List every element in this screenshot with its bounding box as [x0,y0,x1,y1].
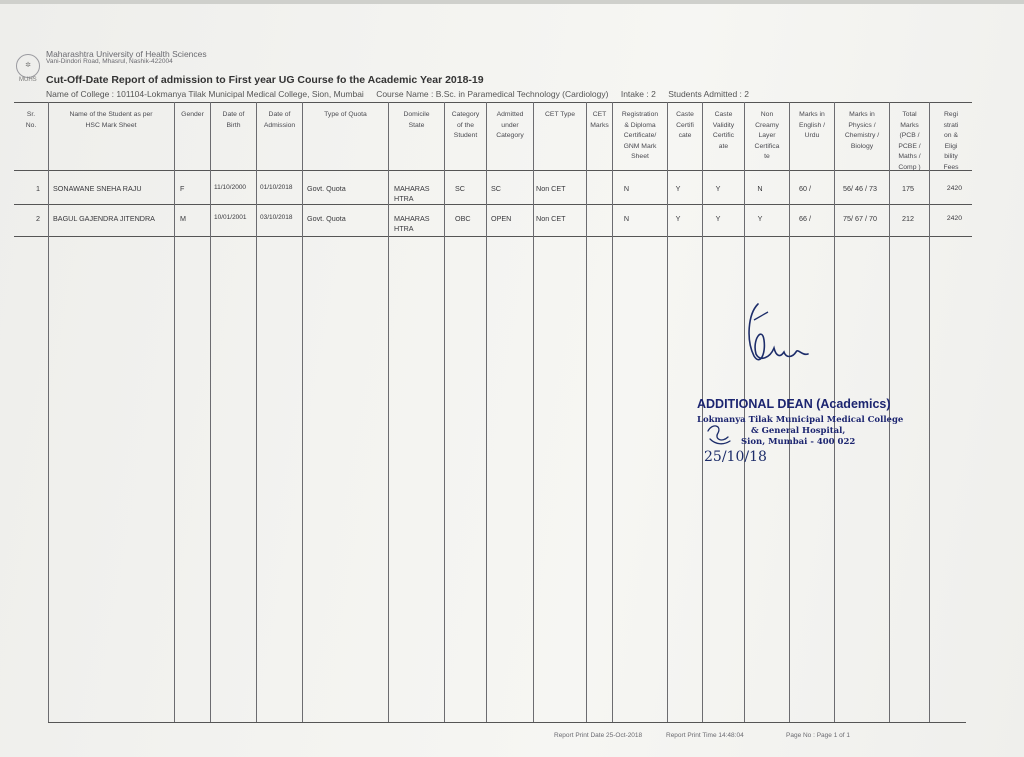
column-line [48,102,49,722]
col-header-category: Category of the Student [451,111,480,139]
col-header-non-creamy: Non Creamy Layer Certifica te [754,111,780,160]
university-logo-icon: ✲ [16,54,40,78]
column-line [388,102,389,722]
col-header-cet-type: CET Type [545,111,575,118]
print-time: Report Print Time 14:48:04 [666,732,744,739]
row-fees: 2420 [946,185,962,192]
col-header-domicile: Domicile State [403,111,430,129]
row-student-name: BAGUL GAJENDRA JITENDRA [53,214,155,223]
col-header-fees: Regi strati on & Eligi bility Fees [943,111,959,171]
row-doa: 03/10/2018 [260,214,293,221]
handwritten-date-icon [702,421,774,467]
col-header-caste-certificate: Caste Certifi cate [676,111,694,139]
row-admitted-under: SC [491,184,501,193]
col-header-total-marks: Total Marks (PCB / PCBE / Maths / Comp ) [898,111,921,171]
report-subheader [46,89,759,99]
column-line [667,102,668,722]
row-cet-type: Non CET [536,184,566,193]
col-header-student-name: Name of the Student as per HSC Mark Sheet [69,111,153,129]
row-student-name: SONAWANE SNEHA RAJU [53,184,142,193]
column-line [174,102,175,722]
stamp-college: Lokmanya Tilak Municipal Medical College [697,415,904,425]
col-header-registration: Registration & Diploma Certificate/ GNM Mark Sheet [621,111,659,160]
col-header-english-marks: Marks in English / Urdu [798,111,826,139]
signature-icon [740,300,820,370]
row-domicile: MAHARAS HTRA [394,184,430,203]
col-header-date-of-birth: Date of Birth [222,111,245,129]
row-gender: M [180,214,186,223]
column-line [702,102,703,722]
column-line [533,102,534,722]
table-top-border [14,102,972,103]
row-gender: F [180,184,185,193]
row-english-marks: 60 / [799,184,811,193]
stamp-address: Sion, Mumbai - 400 022 [741,437,856,447]
row-doa: 01/10/2018 [260,184,293,191]
row-category: SC [455,184,465,193]
university-address: Vani-Dindori Road, Mhasrul, Nashik-422004 [46,58,173,65]
row-total-marks: 212 [902,214,914,223]
stamp-title: ADDITIONAL DEAN (Academics) [697,397,891,411]
column-line [210,102,211,722]
column-line [789,102,790,722]
col-header-caste-validity: Caste Validity Certific ate [712,111,735,150]
col-header-gender: Gender [181,111,204,118]
row-caste-certificate: Y [675,214,681,223]
row-non-creamy: N [757,184,763,193]
stamp-hospital: & General Hospital, [751,426,846,436]
column-line [444,102,445,722]
row-non-creamy: Y [757,214,763,223]
column-line [302,102,303,722]
column-line [586,102,587,722]
course-name: Course Name : B.Sc. in Paramedical Technology (Cardiology) [376,89,609,99]
page-number: Page No : Page 1 of 1 [786,732,850,739]
column-line [256,102,257,722]
handwritten-date: 25/10/18 [704,449,767,465]
col-header-admitted-under: Admitted under Category [496,111,524,139]
row-quota: Govt. Quota [307,184,346,193]
col-header-sr-no: Sr. No. [25,111,37,129]
report-title: Cut-Off-Date Report of admission to First year UG Course fo the Academic Year 2018-19 [46,74,484,86]
row-divider [14,236,972,237]
university-name: Maharashtra University of Health Sciences [46,49,207,59]
row-cet-type: Non CET [536,214,566,223]
row-caste-certificate: Y [675,184,681,193]
intake-count: Intake : 2 [620,89,656,99]
row-dob: 10/01/2001 [214,214,247,221]
row-domicile: MAHARAS HTRA [394,214,430,233]
print-date: Report Print Date 25-Oct-2018 [554,732,643,739]
row-english-marks: 66 / [799,214,811,223]
row-caste-validity: Y [715,214,721,223]
row-divider [14,204,972,205]
column-line [929,102,930,722]
row-category: OBC [455,214,471,223]
logo-caption: MUHS [19,77,37,83]
row-quota: Govt. Quota [307,214,346,223]
row-pcb-marks: 75/ 67 / 70 [843,214,877,223]
row-dob: 11/10/2000 [214,184,247,191]
row-fees: 2420 [946,215,962,222]
college-name: Name of College : 101104-Lokmanya Tilak Municipal Medical College, Sion, Mumbai [46,89,364,99]
col-header-quota: Type of Quota [324,111,367,118]
column-line [612,102,613,722]
row-total-marks: 175 [902,184,914,193]
col-header-date-of-admission: Date of Admission [263,111,296,129]
col-header-pcb-marks: Marks in Physics / Chemistry / Biology [844,111,880,150]
row-sr-no: 2 [36,214,40,223]
row-caste-validity: Y [715,184,721,193]
column-line [834,102,835,722]
column-line [889,102,890,722]
column-line [486,102,487,722]
header-bottom-border [14,170,972,171]
row-sr-no: 1 [36,184,40,193]
column-line [744,102,745,722]
col-header-cet-marks: CET Marks [590,111,609,129]
row-registration: N [623,214,630,223]
row-admitted-under: OPEN [491,214,512,223]
report-paper [0,4,1024,757]
table-bottom-border [48,722,966,723]
admitted-count: Students Admitted : 2 [668,89,749,99]
row-pcb-marks: 56/ 46 / 73 [843,184,877,193]
row-registration: N [623,184,630,193]
